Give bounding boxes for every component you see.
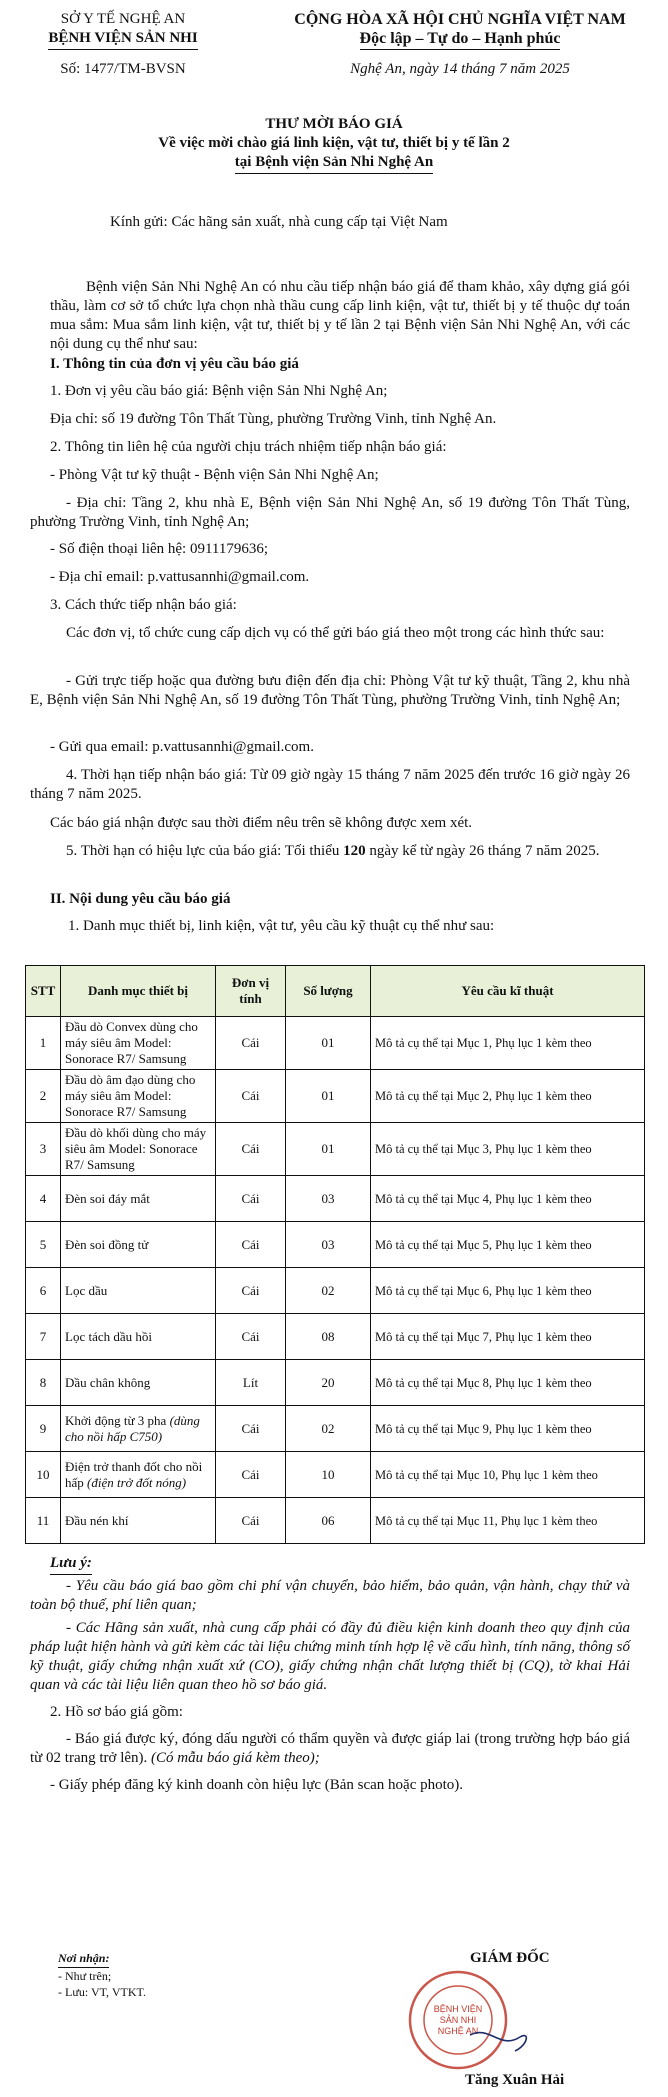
row-unit: Cái [216, 1452, 286, 1498]
s1-p7: - Địa chỉ email: p.vattusannhi@gmail.com. [50, 569, 310, 585]
s1-p6: - Số điện thoại liên hệ: 0911179636; [50, 541, 269, 557]
row-qty: 01 [286, 1017, 371, 1070]
s1-p8: 3. Cách thức tiếp nhận báo giá: [50, 597, 237, 613]
row-qty: 20 [286, 1360, 371, 1406]
table-row [26, 1222, 645, 1268]
recipient: Kính gửi: Các hãng sản xuất, nhà cung cấp tại Việt Nam [110, 214, 448, 230]
row-req: Mô tả cụ thể tại Mục 3, Phụ lục 1 kèm theo [371, 1123, 645, 1176]
table-row [26, 1406, 645, 1452]
dossier-1: - Báo giá được ký, đóng dấu người có thẩm quyền và được giáp lai (trong trường hợp báo giá từ 02 trang trở lên). (Có mẫu báo giá kèm theo); [30, 1731, 630, 1766]
row-unit: Cái [216, 1314, 286, 1360]
official-stamp [400, 1965, 540, 2075]
row-qty: 06 [286, 1498, 371, 1544]
row-stt: 3 [26, 1123, 61, 1176]
row-stt: 8 [26, 1360, 61, 1406]
col-unit: Đơn vị tính [216, 966, 286, 1017]
row-name-note: (dùng cho nồi hấp C750) [65, 1412, 200, 1444]
row-stt: 2 [26, 1070, 61, 1123]
svg-text:NGHỆ AN: NGHỆ AN [437, 2026, 479, 2036]
note-1: - Yêu cầu báo giá bao gồm chi phí vận chuyển, bảo hiểm, bảo quản, vận hành, chạy thử và toàn bộ thuế, phí liên quan; [30, 1578, 630, 1613]
row-unit: Cái [216, 1070, 286, 1123]
table-row [26, 1360, 645, 1406]
row-req: Mô tả cụ thể tại Mục 11, Phụ lục 1 kèm theo [371, 1498, 645, 1544]
dossier-heading: 2. Hồ sơ báo giá gồm: [50, 1704, 183, 1720]
col-req: Yêu cầu kĩ thuật [371, 966, 645, 1017]
row-unit: Cái [216, 1176, 286, 1222]
row-req: Mô tả cụ thể tại Mục 8, Phụ lục 1 kèm theo [371, 1360, 645, 1406]
row-req: Mô tả cụ thể tại Mục 1, Phụ lục 1 kèm theo [371, 1017, 645, 1070]
title-line2: Về việc mời chào giá linh kiện, vật tư, thiết bị y tế lần 2 [158, 135, 510, 151]
note-2: - Các Hãng sản xuất, nhà cung cấp phải có đầy đủ điều kiện kinh doanh theo quy định của pháp luật hiện hành và gửi kèm các tài liệu chứng minh tính hợp lệ về cấu hình, tính năng, thông số kỹ thuật, giấy chứng nhận xuất xứ (CO), giấy chứng nhận chất lượng thiết bị (CQ), tờ khai Hải quan và các tài liệu liên quan theo hồ sơ báo giá. [30, 1620, 630, 1693]
table-row [26, 1314, 645, 1360]
s1-p3: 2. Thông tin liên hệ của người chịu trách nhiệm tiếp nhận báo giá: [50, 439, 447, 455]
table-row [26, 1123, 645, 1176]
s1-p12: 4. Thời hạn tiếp nhận báo giá: Từ 09 giờ ngày 15 tháng 7 năm 2025 đến trước 16 giờ ngày 26 tháng 7 năm 2025. [30, 767, 630, 802]
s1-p5: - Địa chỉ: Tầng 2, khu nhà E, Bệnh viện Sản Nhi Nghệ An, số 19 đường Tôn Thất Tùng, phường Trường Vinh, tỉnh Nghệ An; [30, 495, 630, 530]
row-name: Đầu dò khối dùng cho máy siêu âm Model: Sonorace R7/ Samsung [61, 1123, 216, 1176]
row-stt: 1 [26, 1017, 61, 1070]
row-stt: 7 [26, 1314, 61, 1360]
row-unit: Lít [216, 1360, 286, 1406]
row-qty: 01 [286, 1070, 371, 1123]
notes-label: Lưu ý: [50, 1554, 630, 1575]
after-table-block [0, 1554, 668, 1795]
s1-p9: Các đơn vị, tổ chức cung cấp dịch vụ có thể gửi báo giá theo một trong các hình thức sau: [66, 625, 605, 641]
row-req: Mô tả cụ thể tại Mục 10, Phụ lục 1 kèm theo [371, 1452, 645, 1498]
signer-title: GIÁM ĐỐC [470, 1950, 550, 1966]
table-row [26, 1176, 645, 1222]
row-stt: 9 [26, 1406, 61, 1452]
row-name: Đầu nén khí [61, 1498, 216, 1544]
s2-p1: 1. Danh mục thiết bị, linh kiện, vật tư, yêu cầu kỹ thuật cụ thể như sau: [68, 918, 495, 934]
recv-label: Nơi nhận: [58, 1950, 146, 1968]
table-row [26, 1452, 645, 1498]
org-header [18, 10, 228, 79]
s1-p10: - Gửi trực tiếp hoặc qua đường bưu điện đến địa chỉ: Phòng Vật tư kỹ thuật, Tầng 2, khu nhà E, Bệnh viện Sản Nhi Nghệ An, số 19 đường Tôn Thất Tùng, phường Trường Vinh, tỉnh Nghệ An; [30, 673, 630, 708]
row-name: Lọc tách dầu hồi [61, 1314, 216, 1360]
row-stt: 5 [26, 1222, 61, 1268]
recv-2: - Lưu: VT, VTKT. [58, 1985, 146, 1999]
table-row [26, 1017, 645, 1070]
row-name: Điện trở thanh đốt cho nồi hấp (điện trở đốt nóng) [61, 1452, 216, 1498]
row-qty: 02 [286, 1406, 371, 1452]
nation-motto: Độc lập – Tự do – Hạnh phúc [262, 29, 658, 50]
s1-p11: - Gửi qua email: p.vattusannhi@gmail.com. [50, 739, 314, 755]
org-name: BỆNH VIỆN SẢN NHI [18, 29, 228, 50]
row-name: Đầu dò âm đạo dùng cho máy siêu âm Model: Sonorace R7/ Samsung [61, 1070, 216, 1123]
row-unit: Cái [216, 1268, 286, 1314]
table-row [26, 1498, 645, 1544]
row-stt: 6 [26, 1268, 61, 1314]
s1-p2: Địa chỉ: số 19 đường Tôn Thất Tùng, phường Trường Vinh, tỉnh Nghệ An. [50, 411, 497, 427]
row-unit: Cái [216, 1498, 286, 1544]
s1-p4: - Phòng Vật tư kỹ thuật - Bệnh viện Sản Nhi Nghệ An; [50, 467, 379, 483]
table-row [26, 1070, 645, 1123]
dossier-2: - Giấy phép đăng ký kinh doanh còn hiệu lực (Bản scan hoặc photo). [50, 1777, 464, 1793]
row-qty: 02 [286, 1268, 371, 1314]
s1-p1: 1. Đơn vị yêu cầu báo giá: Bệnh viện Sản Nhi Nghệ An; [50, 383, 388, 399]
col-stt: STT [26, 966, 61, 1017]
row-stt: 4 [26, 1176, 61, 1222]
row-qty: 03 [286, 1222, 371, 1268]
row-qty: 03 [286, 1176, 371, 1222]
row-unit: Cái [216, 1406, 286, 1452]
title-line1: THƯ MỜI BÁO GIÁ [265, 116, 403, 132]
section1-heading: I. Thông tin của đơn vị yêu cầu báo giá [50, 356, 299, 372]
table-header-row [26, 966, 645, 1017]
row-name-note: (điện trở đốt nóng) [87, 1474, 187, 1490]
row-name: Đầu dò Convex dùng cho máy siêu âm Model: Sonorace R7/ Samsung [61, 1017, 216, 1070]
row-unit: Cái [216, 1017, 286, 1070]
row-unit: Cái [216, 1222, 286, 1268]
nation-header [262, 10, 658, 79]
row-req: Mô tả cụ thể tại Mục 4, Phụ lục 1 kèm theo [371, 1176, 645, 1222]
row-name: Lọc dầu [61, 1268, 216, 1314]
row-req: Mô tả cụ thể tại Mục 7, Phụ lục 1 kèm theo [371, 1314, 645, 1360]
row-unit: Cái [216, 1123, 286, 1176]
items-table [25, 965, 645, 1544]
recipients-block [58, 1950, 146, 2000]
row-name: Đèn soi đồng tử [61, 1222, 216, 1268]
title-line3: tại Bệnh viện Sản Nhi Nghệ An [20, 153, 648, 174]
row-name: Đèn soi đáy mắt [61, 1176, 216, 1222]
row-qty: 10 [286, 1452, 371, 1498]
recv-1: - Như trên; [58, 1969, 112, 1983]
row-stt: 11 [26, 1498, 61, 1544]
intro-paragraph: Bệnh viện Sản Nhi Nghệ An có nhu cầu tiếp nhận báo giá để tham khảo, xây dựng giá gói thầu, làm cơ sở tổ chức lựa chọn nhà thầu cung cấp linh kiện, vật tư, thiết bị y tế thuộc dự toán mua sắm: Mua sắm linh kiện, vật tư, thiết bị y tế lần 2 tại Bệnh viện Sản Nhi Nghệ An, với các nội dung cụ thể như sau: [50, 279, 630, 352]
svg-text:SẢN NHI: SẢN NHI [439, 2015, 477, 2025]
row-req: Mô tả cụ thể tại Mục 6, Phụ lục 1 kèm theo [371, 1268, 645, 1314]
row-name: Khởi động từ 3 pha (dùng cho nồi hấp C750) [61, 1406, 216, 1452]
table-row [26, 1268, 645, 1314]
org-parent: SỞ Y TẾ NGHỆ AN [60, 11, 186, 27]
row-req: Mô tả cụ thể tại Mục 5, Phụ lục 1 kèm theo [371, 1222, 645, 1268]
section2-heading: II. Nội dung yêu cầu báo giá [50, 891, 231, 907]
col-name: Danh mục thiết bị [61, 966, 216, 1017]
doc-number: Số: 1477/TM-BVSN [60, 61, 186, 77]
col-qty: Số lượng [286, 966, 371, 1017]
row-qty: 01 [286, 1123, 371, 1176]
row-qty: 08 [286, 1314, 371, 1360]
s1-p13: Các báo giá nhận được sau thời điểm nêu trên sẽ không được xem xét. [50, 815, 473, 831]
row-stt: 10 [26, 1452, 61, 1498]
row-req: Mô tả cụ thể tại Mục 9, Phụ lục 1 kèm theo [371, 1406, 645, 1452]
signer-name: Tăng Xuân Hải [465, 2072, 565, 2088]
svg-text:BỆNH VIỆN: BỆNH VIỆN [433, 2004, 483, 2014]
row-name: Dầu chân không [61, 1360, 216, 1406]
nation-title: CỘNG HÒA XÃ HỘI CHỦ NGHĨA VIỆT NAM [294, 11, 626, 28]
doc-title [20, 115, 648, 174]
row-req: Mô tả cụ thể tại Mục 2, Phụ lục 1 kèm theo [371, 1070, 645, 1123]
s1-p14: 5. Thời hạn có hiệu lực của báo giá: Tối thiểu 120 ngày kể từ ngày 26 tháng 7 năm 2025. [66, 843, 600, 859]
place-date: Nghệ An, ngày 14 tháng 7 năm 2025 [350, 61, 570, 77]
